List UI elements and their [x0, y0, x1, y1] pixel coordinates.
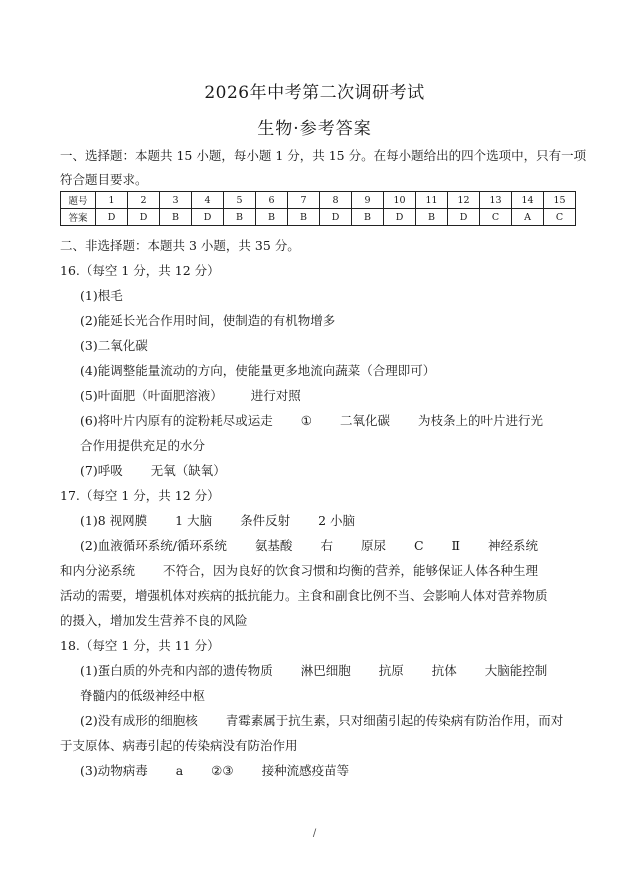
q16-answer-7: [80, 461, 226, 479]
table-cell-number: 3: [160, 192, 192, 209]
table-cell-number: 5: [224, 192, 256, 209]
table-cell-answer: D: [448, 209, 480, 226]
table-cell-number: 6: [256, 192, 288, 209]
q18-heading: 18.（每空 1 分，共 11 分）: [60, 638, 220, 653]
table-cell-number: 15: [544, 192, 576, 209]
q16-heading: 16.（每空 1 分，共 12 分）: [60, 263, 220, 278]
q17-answer-2-part3: 右: [320, 538, 333, 553]
q18-answer-2: [80, 711, 563, 729]
q18-answer-2-cont: 于支原体、病毒引起的传染病没有防治作用: [60, 738, 298, 753]
q18-answer-1-part2: 淋巴细胞: [300, 663, 351, 678]
q16-answer-6: [80, 411, 543, 429]
q18-answer-1-part4: 抗体: [431, 663, 457, 678]
q17-answer-1-part3: 条件反射: [240, 513, 291, 528]
q17-answer-1-part2: 1 大脑: [175, 513, 213, 528]
q17-answer-2-cont1: [60, 561, 538, 579]
q16-answer-6-part4: 为枝条上的叶片进行光: [417, 413, 543, 428]
q18-answer-3: [80, 761, 349, 779]
table-cell-answer: D: [384, 209, 416, 226]
table-cell-answer: D: [96, 209, 128, 226]
q16-answer-5-part1: (5)叶面肥（叶面肥溶液）: [80, 388, 223, 403]
table-label-answer: 答案: [61, 209, 96, 226]
q16-answer-7-part2: 无氧（缺氧）: [150, 463, 226, 478]
table-cell-number: 13: [480, 192, 512, 209]
q17-answer-2-part7: 神经系统: [488, 538, 539, 553]
q17-answer-2-cont3: 的摄入，增加发生营养不良的风险: [60, 613, 248, 628]
answer-table: [60, 191, 576, 226]
section2-heading: 二、非选择题：本题共 3 小题，共 35 分。: [60, 238, 300, 253]
q17-answer-1: [80, 511, 355, 529]
table-cell-answer: D: [320, 209, 352, 226]
page-footer-mark: /: [312, 828, 317, 839]
q16-answer-6-part3: 二氧化碳: [339, 413, 390, 428]
q17-answer-2: [80, 536, 538, 554]
q16-answer-3: (3)二氧化碳: [80, 338, 148, 353]
table-cell-answer: B: [256, 209, 288, 226]
table-cell-number: 12: [448, 192, 480, 209]
section1-heading-line2: 符合题目要求。: [60, 172, 148, 187]
q17-answer-2-part8: 和内分泌系统: [60, 563, 136, 578]
q18-answer-1: [80, 661, 547, 679]
table-cell-answer: B: [160, 209, 192, 226]
q17-answer-2-part6: Ⅱ: [451, 538, 461, 553]
table-cell-answer: C: [544, 209, 576, 226]
q18-answer-2-part1: (2)没有成形的细胞核: [80, 713, 198, 728]
q17-answer-2-part5: C: [413, 538, 424, 553]
table-cell-number: 11: [416, 192, 448, 209]
table-cell-number: 14: [512, 192, 544, 209]
table-cell-answer: A: [512, 209, 544, 226]
q18-answer-1-part1: (1)蛋白质的外壳和内部的遗传物质: [80, 663, 273, 678]
table-cell-number: 4: [192, 192, 224, 209]
q16-answer-5-part2: 进行对照: [250, 388, 301, 403]
q16-answer-6-cont: 合作用提供充足的水分: [80, 438, 206, 453]
table-cell-answer: C: [480, 209, 512, 226]
table-cell-answer: D: [128, 209, 160, 226]
table-cell-answer: B: [288, 209, 320, 226]
exam-subtitle: 生物·参考答案: [257, 119, 372, 139]
table-label-question: 题号: [61, 192, 96, 209]
q18-answer-3-part3: ②③: [211, 763, 234, 778]
q17-answer-2-cont2: 活动的需要，增强机体对疾病的抵抗能力。主食和副食比例不当、会影响人体对营养物质: [60, 588, 548, 603]
table-cell-answer: B: [224, 209, 256, 226]
q17-answer-1-part1: (1)8 视网膜: [80, 513, 148, 528]
q17-answer-2-part9: 不符合，因为良好的饮食习惯和均衡的营养，能够保证人体各种生理: [163, 563, 539, 578]
table-cell-answer: D: [192, 209, 224, 226]
answer-table-answer-row: [61, 209, 576, 226]
q18-answer-3-part1: (3)动物病毒: [80, 763, 148, 778]
q17-answer-2-part2: 氨基酸: [254, 538, 293, 553]
table-cell-number: 10: [384, 192, 416, 209]
table-cell-number: 8: [320, 192, 352, 209]
q18-answer-1-cont: 脊髓内的低级神经中枢: [80, 688, 206, 703]
section1-heading-line1: 一、选择题：本题共 15 小题，每小题 1 分，共 15 分。在每小题给出的四个选项中，只有一项: [60, 148, 587, 163]
q16-answer-4: (4)能调整能量流动的方向，使能量更多地流向蔬菜（合理即可）: [80, 363, 436, 378]
q16-answer-1: (1)根毛: [80, 288, 123, 303]
table-cell-number: 7: [288, 192, 320, 209]
q18-answer-2-part2: 青霉素属于抗生素，只对细菌引起的传染病有防治作用，而对: [225, 713, 564, 728]
exam-title: 2026年中考第二次调研考试: [204, 83, 425, 103]
answer-table-number-row: [61, 192, 576, 209]
q18-answer-1-part5: 大脑能控制: [484, 663, 548, 678]
q17-answer-2-part4: 原尿: [360, 538, 386, 553]
q18-answer-1-part3: 抗原: [378, 663, 404, 678]
q16-answer-7-part1: (7)呼吸: [80, 463, 123, 478]
table-cell-number: 2: [128, 192, 160, 209]
q16-answer-5: [80, 386, 301, 404]
q18-answer-3-part2: a: [175, 763, 184, 778]
q17-answer-1-part4: 2 小脑: [318, 513, 356, 528]
table-cell-number: 1: [96, 192, 128, 209]
q17-heading: 17.（每空 1 分，共 12 分）: [60, 488, 220, 503]
q16-answer-6-part1: (6)将叶片内原有的淀粉耗尽或运走: [80, 413, 273, 428]
table-cell-number: 9: [352, 192, 384, 209]
table-cell-answer: B: [352, 209, 384, 226]
table-cell-answer: B: [416, 209, 448, 226]
q17-answer-2-part1: (2)血液循环系统/循环系统: [80, 538, 227, 553]
q18-answer-3-part4: 接种流感疫苗等: [261, 763, 350, 778]
q16-answer-2: (2)能延长光合作用时间，使制造的有机物增多: [80, 313, 336, 328]
q16-answer-6-part2: ①: [300, 413, 312, 428]
